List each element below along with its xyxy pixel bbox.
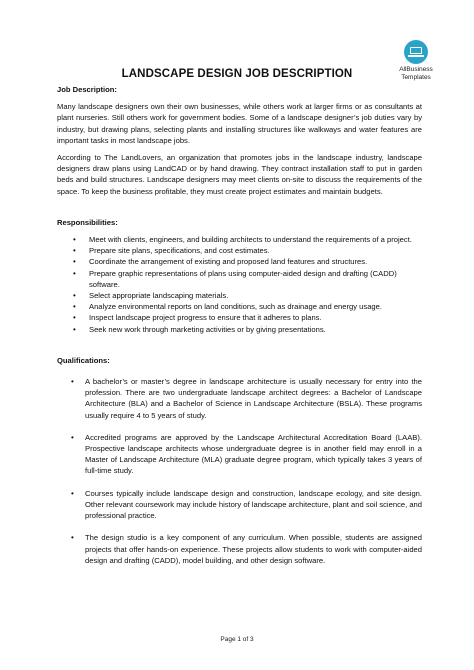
qualifications-label: Qualifications: xyxy=(57,355,110,365)
bullet-icon: • xyxy=(71,377,74,387)
list-item: • Coordinate the arrangement of existing and proposed land features and structures. xyxy=(73,257,368,267)
document-title: LANDSCAPE DESIGN JOB DESCRIPTION xyxy=(121,68,353,80)
logo-line2: Templates xyxy=(401,73,431,81)
bullet-icon: • xyxy=(73,302,76,312)
page-number: Page 1 of 3 xyxy=(220,636,254,643)
bullet-icon: • xyxy=(71,432,74,442)
list-item: • The design studio is a key component of any curriculum. When possible, students are assigned projects that offer hands-on experience. These projects allow students to work with computer-aided design and drafting (CADD), model building, and other design software. xyxy=(71,533,422,565)
bullet-icon: • xyxy=(73,324,76,334)
list-item: • Courses typically include landscape design and construction, landscape ecology, and site design. Other relevant coursework may include history of landscape architecture, plant and soil science, and professional practice. xyxy=(71,488,422,521)
bullet-icon: • xyxy=(73,313,76,323)
bullet-icon: • xyxy=(73,291,76,301)
responsibilities-list xyxy=(57,234,422,335)
list-item: • Analyze environmental reports on land conditions, such as drainage and energy usage. xyxy=(73,302,382,312)
list-item: • A bachelor’s or master’s degree in landscape architecture is usually necessary for entry into the profession. There are two undergraduate landscape architect degrees: a Bachelor of Landscape Architecture (BLA) and a Bachelor of Science in Landscape Architecture (BSLA). These programs usually require 4 to 5 years of study. xyxy=(71,377,422,420)
list-item: • Meet with clients, engineers, and building architects to understand the requirements of a project. xyxy=(73,235,412,245)
bullet-icon: • xyxy=(71,533,74,543)
laptop-icon xyxy=(404,40,428,64)
list-item: • Accredited programs are approved by the Landscape Architectural Accreditation Board (LAAB). Prospective landscape architects whose undergraduate degree is in another field may enroll in a Master of Landscape Architecture (MLA) graduate degree program, which typically takes 3 years of full-time study. xyxy=(71,432,422,476)
list-item: • Prepare graphic representations of plans using computer-aided design and drafting (CADD) software. xyxy=(73,268,397,289)
qualifications-list xyxy=(57,376,422,566)
list-item: • Select appropriate landscaping materials. xyxy=(73,291,229,301)
job-description-label: Job Description: xyxy=(57,85,117,94)
bullet-icon: • xyxy=(73,268,76,278)
list-item: • Prepare site plans, specifications, and cost estimates. xyxy=(73,246,270,256)
bullet-icon: • xyxy=(71,488,74,498)
job-description-paragraph-2: According to The LandLovers, an organization that promotes jobs in the landscape industry, landscape designers draw plans using LandCAD or by hand drawing. They contract installation staff to put in garden beds and build structures. Landscape designers may meet clients on-site to discuss the requirements of the space. To keep the business profitable, they must create project estimates and maintain budgets. xyxy=(57,153,422,196)
bullet-icon: • xyxy=(73,246,76,256)
logo-line1: AllBusiness xyxy=(399,66,433,73)
responsibilities-label: Responsibilities: xyxy=(57,217,118,227)
list-item: • Seek new work through marketing activities or by giving presentations. xyxy=(73,324,326,334)
list-item: • Inspect landscape project progress to ensure that it adheres to plans. xyxy=(73,313,322,323)
bullet-icon: • xyxy=(73,257,76,267)
document-body xyxy=(57,84,422,577)
bullet-icon: • xyxy=(73,235,76,245)
job-description-paragraph-1: Many landscape designers own their own businesses, while others work at larger firms or as consultants at plant nurseries. Still others work for government bodies. Some of a landscape designer’s job duties vary by industry, but drawing plans, selecting plants and installing structures like walkways and water features are important tasks in most landscape jobs. xyxy=(57,102,422,145)
